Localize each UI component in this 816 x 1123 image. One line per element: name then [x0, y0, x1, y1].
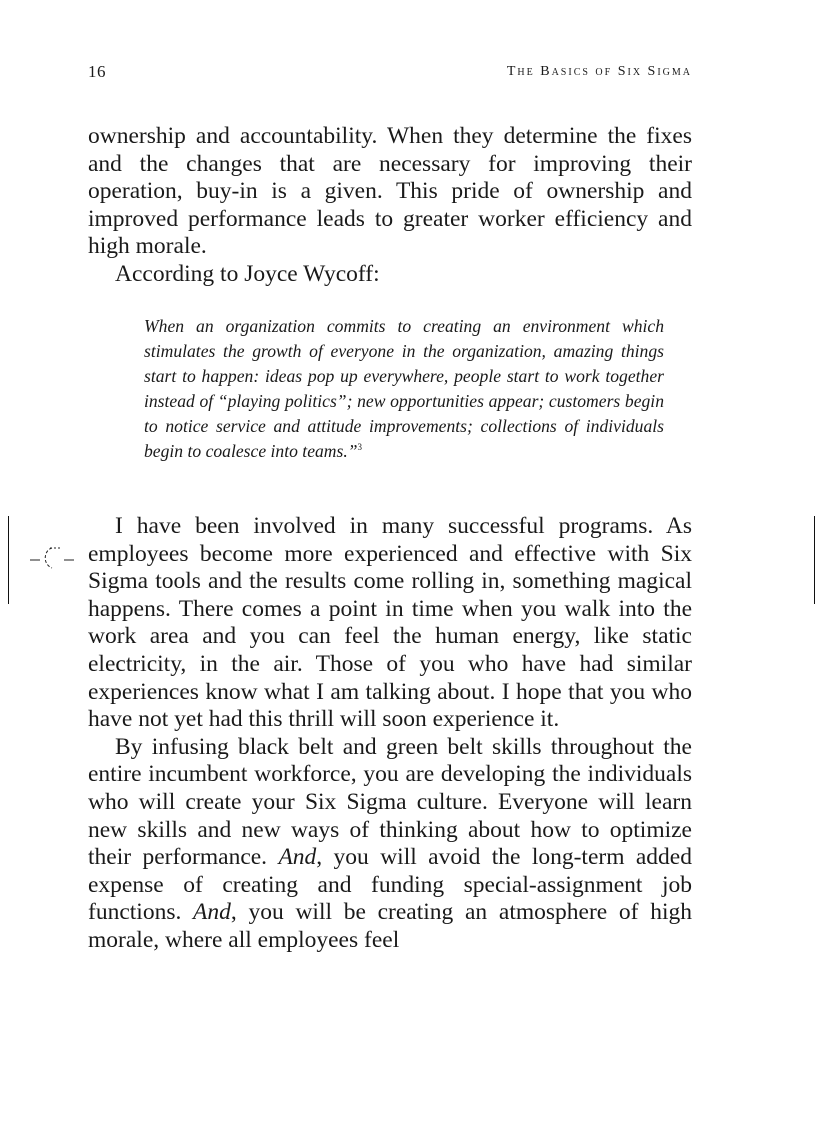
footnote-marker: 3	[357, 442, 363, 453]
paragraph-infusing-part2: , you will avoid the long-term added expense of creating and funding special-assignment job functions.	[88, 844, 692, 926]
emphasis-and-1: And	[278, 844, 317, 871]
quote-text: When an organization commits to creating an environment which stimulates the growth of everyone in the organization, amazing things start to happen: ideas pop up everywhere, people start to work together instead of “playing politics”; new opportunities appear; customers begin to notice service and attitude improvements; collections of individuals begin to coalesce into teams.”	[144, 316, 664, 462]
block-quote	[144, 314, 664, 465]
scan-edge-right	[814, 516, 815, 604]
opening-text	[88, 123, 692, 289]
quote-paragraph	[144, 314, 664, 465]
closing-text	[88, 513, 692, 955]
paragraph-infusing-part1: By infusing black belt and green belt skills throughout the entire incumbent workforce, you are developing the individuals who will create your Six Sigma culture. Everyone will learn new skills and new ways of thinking about how to optimize their performance.	[88, 733, 692, 871]
running-head: The Basics of Six Sigma	[506, 64, 692, 79]
scan-edge-left	[8, 516, 9, 604]
paragraph-quote-intro: According to Joyce Wycoff:	[115, 260, 380, 287]
paragraph-infusing	[88, 734, 692, 955]
paragraph-programs: I have been involved in many successful programs. As employees become more experienced and effective with Six Sigma tools and the results come rolling in, something magical happens. There comes a point in time when you walk into the work area and you can feel the human energy, like static electricity, in the air. Those of you who have had similar experiences know what I am talking about. I hope that you who have not yet had this thrill will soon experience it.	[88, 513, 692, 733]
emphasis-and-2: And	[193, 899, 231, 926]
page-number: 16	[88, 62, 106, 81]
paragraph-infusing-part3: , you will be creating an atmosphere of high morale, where all employees feel	[88, 899, 692, 953]
paragraph-ownership: ownership and accountability. When they determine the fixes and the changes that are necessary for improving their operation, buy-in is a given. This pride of ownership and improved performance leads to greater worker efficiency and high morale.	[88, 123, 692, 260]
scan-artifact-icon	[28, 544, 78, 572]
